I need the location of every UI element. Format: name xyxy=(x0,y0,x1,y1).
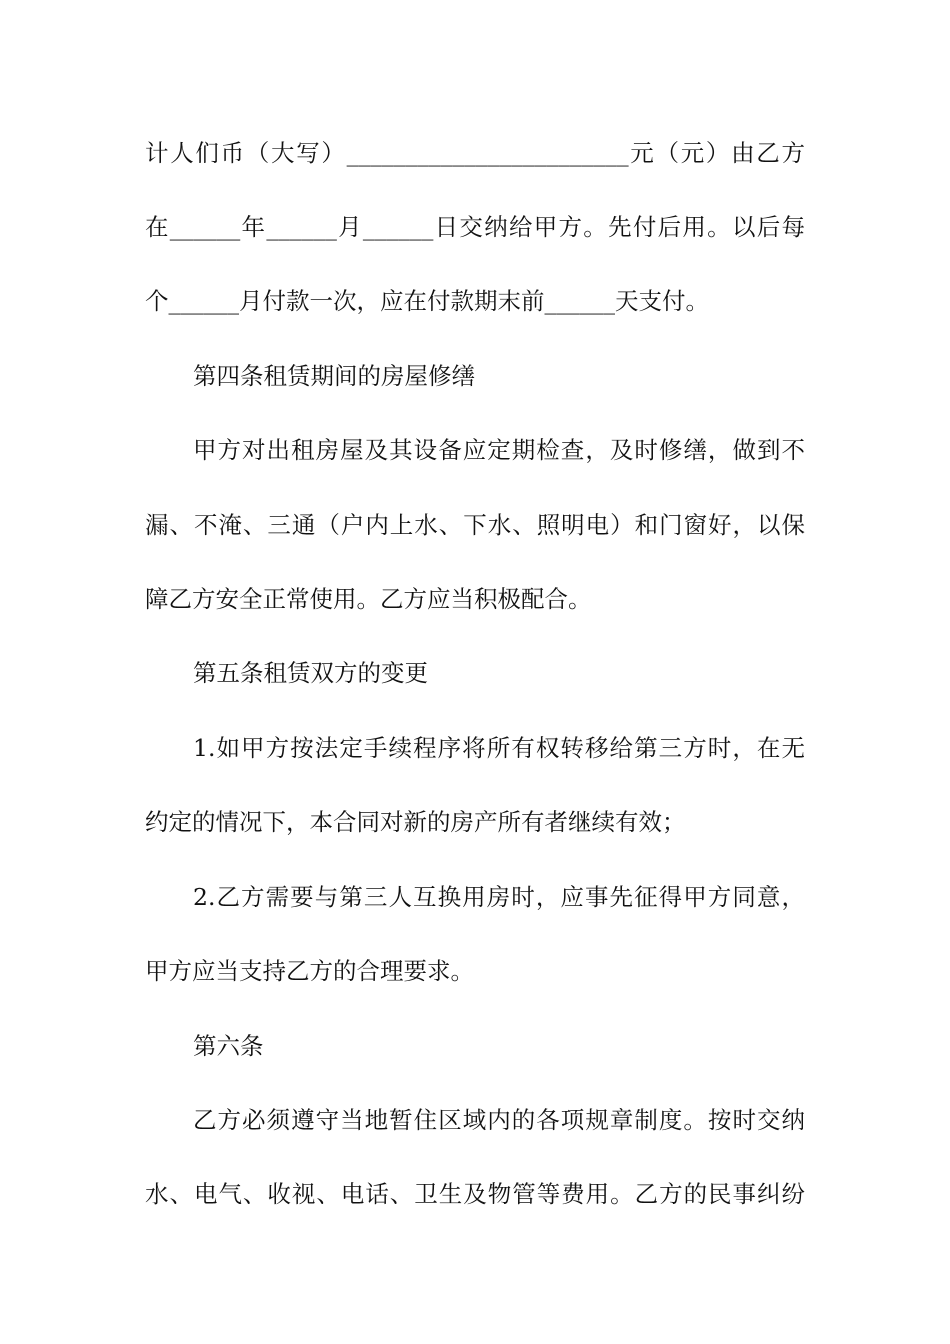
text-line: 个______月付款一次，应在付款期末前______天支付。 xyxy=(145,287,709,315)
text-line: 计人们币（大写）________________________元（元）由乙方 xyxy=(145,139,805,167)
text-line: 水、电气、收视、电话、卫生及物管等费用。乙方的民事纠纷 xyxy=(145,1180,805,1208)
text-line: 甲方应当支持乙方的合理要求。 xyxy=(145,957,474,985)
text-line: 2.乙方需要与第三人互换用房时，应事先征得甲方同意， xyxy=(193,883,805,911)
text-line: 约定的情况下，本合同对新的房产所有者继续有效； xyxy=(145,808,686,836)
text-line: 1.如甲方按法定手续程序将所有权转移给第三方时，在无 xyxy=(193,734,805,762)
section-heading-5: 第五条租赁双方的变更 xyxy=(193,659,428,687)
text-line: 在______年______月______日交纳给甲方。先付后用。以后每 xyxy=(145,213,805,241)
text-line: 乙方必须遵守当地暂住区域内的各项规章制度。按时交纳 xyxy=(193,1106,805,1134)
section-heading-4: 第四条租赁期间的房屋修缮 xyxy=(193,362,475,390)
text-line: 甲方对出租房屋及其设备应定期检查，及时修缮，做到不 xyxy=(193,436,805,464)
section-heading-6: 第六条 xyxy=(193,1032,264,1060)
text-line: 漏、不淹、三通（户内上水、下水、照明电）和门窗好，以保 xyxy=(145,511,805,539)
text-line: 障乙方安全正常使用。乙方应当积极配合。 xyxy=(145,585,592,613)
